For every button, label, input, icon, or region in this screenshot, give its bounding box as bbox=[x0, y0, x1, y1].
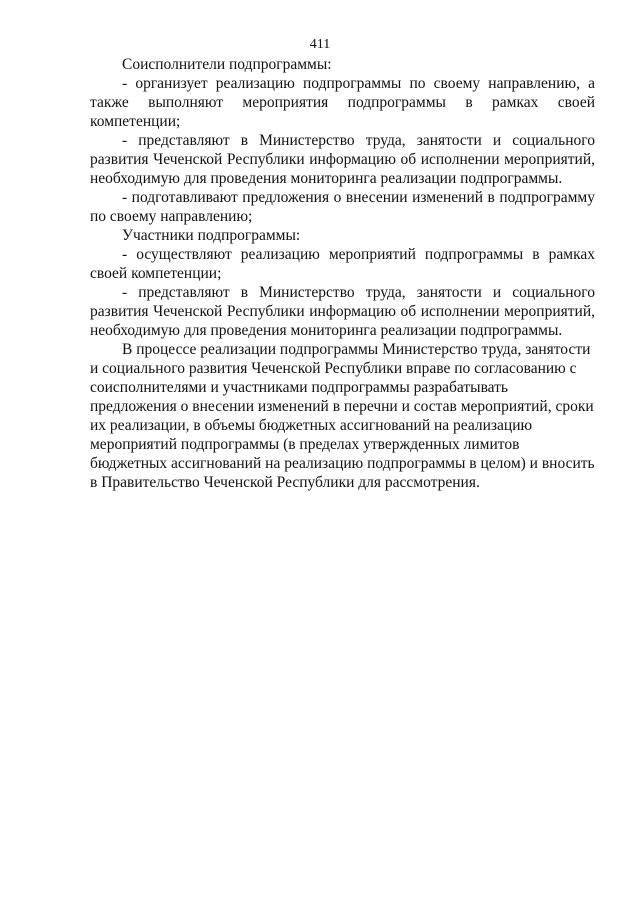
page-number: 411 bbox=[309, 37, 331, 52]
paragraph-coexecutors-proposals: - подготавливают предложения о внесении изменений в подпрограмму по своему направлению; bbox=[90, 189, 595, 225]
paragraph-coexecutors-report: - представляют в Министерство труда, занятости и социального развития Чеченской Республики информацию об исполнении мероприятий, необходимую для проведения мониторинга реализации подпрограммы. bbox=[90, 132, 595, 187]
paragraph-participants-report: - представляют в Министерство труда, занятости и социального развития Чеченской Республики информацию об исполнении мероприятий, необходимую для проведения мониторинга реализации подпрограммы. bbox=[90, 284, 595, 339]
paragraph-participants-implement: - осуществляют реализацию мероприятий подпрограммы в рамках своей компетенции; bbox=[90, 246, 595, 282]
paragraph-participants-heading: Участники подпрограммы: bbox=[122, 227, 301, 244]
paragraph-ministry-rights: В процессе реализации подпрограммы Министерство труда, занятости и социального развития Чеченской Республики вправе по согласованию с соисполнителями и участниками подпрограммы разрабатывать предложения о внесении изменений в перечни и состав мероприятий, сроки их реализации, в объемы бюджетных ассигнований на реализацию мероприятий подпрограммы (в пределах утвержденных лимитов бюджетных ассигнований на реализацию подпрограммы в целом) и вносить в Правительство Чеченской Республики для рассмотрения. bbox=[90, 341, 595, 491]
document-body bbox=[90, 55, 595, 492]
paragraph-coexecutors-organize: - организует реализацию подпрограммы по своему направлению, а также выполняют мероприятия подпрограммы в рамках своей компетенции; bbox=[90, 75, 595, 130]
paragraph-coexecutors-heading: Соисполнители подпрограммы: bbox=[122, 56, 332, 73]
